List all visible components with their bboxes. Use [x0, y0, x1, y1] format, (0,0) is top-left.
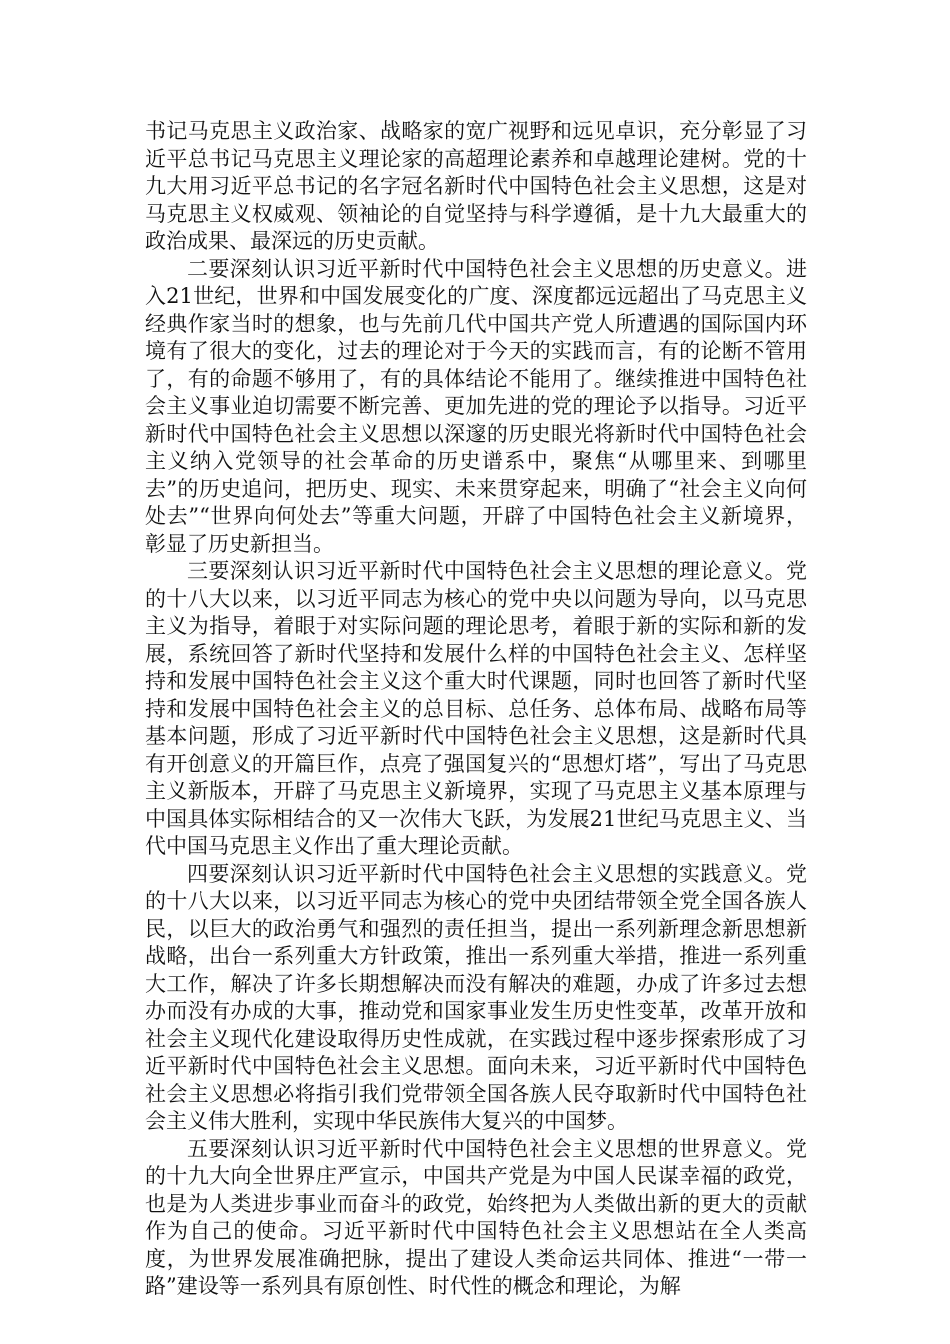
document-body [145, 118, 807, 1301]
paragraph-3-theoretical-significance: 三要深刻认识习近平新时代中国特色社会主义思想的理论意义。党的十八大以来，以习近平同志为核心的党中央以问题为导向，以马克思主义为指导，着眼于对实际问题的理论思考，着眼于新的实际和新的发展，系统回答了新时代坚持和发展什么样的中国特色社会主义、怎样坚持和发展中国特色社会主义这个重大时代课题，同时也回答了新时代坚持和发展中国特色社会主义的总目标、总任务、总体布局、战略布局等基本问题，形成了习近平新时代中国特色社会主义思想，这是新时代具有开创意义的开篇巨作，点亮了强国复兴的“思想灯塔”，写出了马克思主义新版本，开辟了马克思主义新境界，实现了马克思主义基本原理与中国具体实际相结合的又一次伟大飞跃，为发展21世纪马克思主义、当代中国马克思主义作出了重大理论贡献。 [145, 559, 807, 858]
paragraph-2-historical-significance: 二要深刻认识习近平新时代中国特色社会主义思想的历史意义。进入21世纪，世界和中国发展变化的广度、深度都远远超出了马克思主义经典作家当时的想象，也与先前几代中国共产党人所遭遇的国际国内环境有了很大的变化，过去的理论对于今天的实践而言，有的论断不管用了，有的命题不够用了，有的具体结论不能用了。继续推进中国特色社会主义事业迫切需要不断完善、更加先进的党的理论予以指导。习近平新时代中国特色社会主义思想以深邃的历史眼光将新时代中国特色社会主义纳入党领导的社会革命的历史谱系中，聚焦“从哪里来、到哪里去”的历史追问，把历史、现实、未来贯穿起来，明确了“社会主义向何处去”“世界向何处去”等重大问题，开辟了中国特色社会主义新境界，彰显了历史新担当。 [145, 256, 807, 556]
paragraph-5-world-significance: 五要深刻认识习近平新时代中国特色社会主义思想的世界意义。党的十九大向全世界庄严宣示，中国共产党是为中国人民谋幸福的政党，也是为人类进步事业而奋斗的政党，始终把为人类做出新的更大的贡献作为自己的使命。习近平新时代中国特色社会主义思想站在全人类高度，为世界发展准确把脉，提出了建设人类命运共同体、推进“一带一路”建设等一系列具有原创性、时代性的概念和理论，为解 [145, 1136, 807, 1298]
paragraph-4-practical-significance: 四要深刻认识习近平新时代中国特色社会主义思想的实践意义。党的十八大以来，以习近平同志为核心的党中央团结带领全党全国各族人民，以巨大的政治勇气和强烈的责任担当，提出一系列新理念新思想新战略，出台一系列重大方针政策，推出一系列重大举措，推进一系列重大工作，解决了许多长期想解决而没有解决的难题，办成了许多过去想办而没有办成的大事，推动党和国家事业发生历史性变革，改革开放和社会主义现代化建设取得历史性成就，在实践过程中逐步探索形成了习近平新时代中国特色社会主义思想。面向未来，习近平新时代中国特色社会主义思想必将指引我们党带领全国各族人民夺取新时代中国特色社会主义伟大胜利，实现中华民族伟大复兴的中国梦。 [145, 861, 807, 1133]
paragraph-1: 书记马克思主义政治家、战略家的宽广视野和远见卓识，充分彰显了习近平总书记马克思主义理论家的高超理论素养和卓越理论建树。党的十九大用习近平总书记的名字冠名新时代中国特色社会主义思想，这是对马克思主义权威观、领袖论的自觉坚持与科学遵循，是十九大最重大的政治成果、最深远的历史贡献。 [145, 119, 807, 253]
